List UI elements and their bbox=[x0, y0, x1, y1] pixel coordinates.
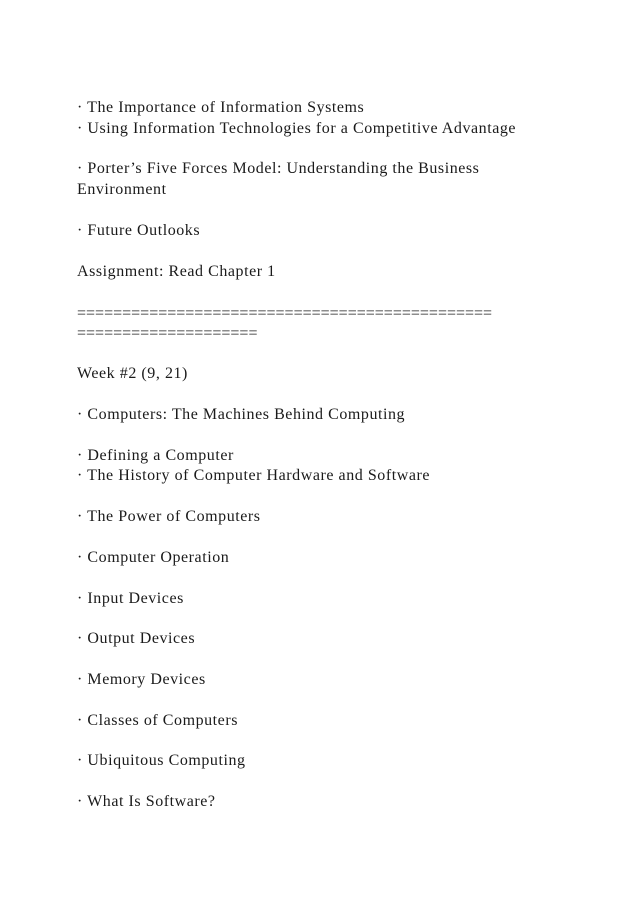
week-2-heading: Week #2 (9, 21) bbox=[77, 365, 188, 382]
assignment-read-chapter-1: Assignment: Read Chapter 1 bbox=[77, 263, 276, 280]
bullet-classes-of-computers: · Classes of Computers bbox=[77, 712, 238, 729]
bullet-using-information-technologies: · Using Information Technologies for a Competitive Advantage bbox=[77, 120, 517, 137]
bullet-history-of-computer-hardware: · The History of Computer Hardware and Software bbox=[77, 467, 431, 484]
bullet-porters-five-forces: · Porter’s Five Forces Model: Understanding the Business bbox=[77, 160, 480, 177]
bullet-what-is-software: · What Is Software? bbox=[77, 793, 216, 810]
separator-rule-line-1: ============================================== bbox=[77, 305, 493, 322]
bullet-output-devices: · Output Devices bbox=[77, 630, 196, 647]
bullet-ubiquitous-computing: · Ubiquitous Computing bbox=[77, 752, 246, 769]
separator-rule-line-2: ==================== bbox=[77, 325, 258, 342]
bullet-computers-machines: · Computers: The Machines Behind Computing bbox=[77, 406, 406, 423]
bullet-computer-operation: · Computer Operation bbox=[77, 549, 230, 566]
bullet-importance-of-information-systems: · The Importance of Information Systems bbox=[77, 99, 365, 116]
bullet-future-outlooks: · Future Outlooks bbox=[77, 222, 201, 239]
bullet-porters-five-forces-continued: Environment bbox=[77, 181, 167, 198]
bullet-input-devices: · Input Devices bbox=[77, 590, 184, 607]
bullet-defining-a-computer: · Defining a Computer bbox=[77, 447, 234, 464]
bullet-memory-devices: · Memory Devices bbox=[77, 671, 206, 688]
bullet-power-of-computers: · The Power of Computers bbox=[77, 508, 261, 525]
